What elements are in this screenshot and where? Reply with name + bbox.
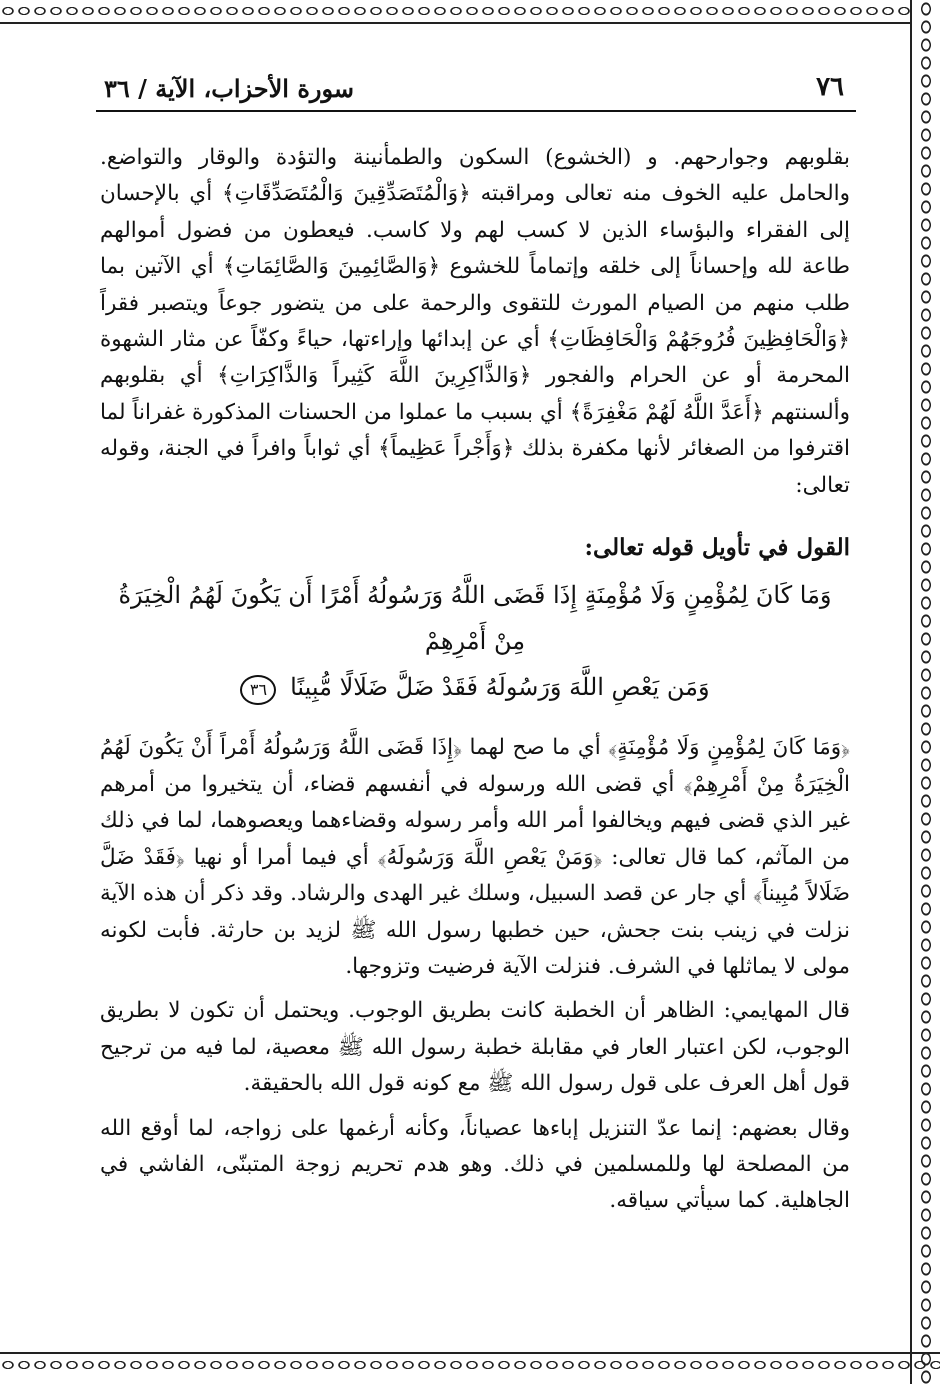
- paragraph-1: بقلوبهم وجوارحهم. و (الخشوع) السكون والطمأنينة والتؤدة والوقار والتواضع. والحامل عليه الخوف منه تعالى ومراقبته ﴿وَالْمُتَصَدِّقِينَ وَالْمُتَصَدِّقَاتِ﴾ أي بالإحسان إلى الفقراء والبؤساء الذين لا كسب لهم ولا كاسب. فيعطون من فضول أموالهم طاعة لله وإحساناً إلى خلقه وإتماماً للخشوع ﴿وَالصَّائِمِينَ وَالصَّائِمَاتِ﴾ أي الآتين بما طلب منهم من الصيام المورث للتقوى والرحمة على من يتضور جوعاً ويتصبر فقراً ﴿وَالْحَافِظِينَ فُرُوجَهُمْ وَالْحَافِظَاتِ﴾ أي عن إبدائها وإراءتها، حياءً وكفّاً عن مثار الشهوة المحرمة أو عن الحرام والفجور ﴿وَالذَّاكِرِينَ اللَّهَ كَثِيراً وَالذَّاكِرَاتِ﴾ أي بقلوبهم وألسنتهم ﴿أَعَدَّ اللَّهُ لَهُمْ مَغْفِرَةً﴾ أي بسبب ما عملوا من الحسنات المذكورة غفراناً لما اقترفوا من الصغائر لأنها مكفرة بذلك ﴿وَأَجْراً عَظِيماً﴾ أي ثواباً وافراً في الجنة، وقوله تعالى:: [100, 145, 850, 498]
- verse-line-2: [100, 664, 850, 710]
- verse-line-1: وَمَا كَانَ لِمُؤْمِنٍ وَلَا مُؤْمِنَةٍ إِذَا قَضَى اللَّهُ وَرَسُولُهُ أَمْرًا أَن يَكُونَ لَهُمُ الْخِيَرَةُ مِنْ أَمْرِهِمْ: [118, 581, 832, 656]
- page-header: [96, 70, 856, 112]
- section-heading: القول في تأويل قوله تعالى:: [584, 534, 850, 562]
- verse-number-badge: ٣٦: [240, 675, 276, 705]
- decorative-bottom-border: [0, 1352, 940, 1376]
- paragraph-4: وقال بعضهم: إنما عدّ التنزيل إباءها عصياناً، وكأنه أرغمها على زواجه، لما أوقع الله من المصلحة لها وللمسلمين في ذلك. وهو هدم تحريم زوجة المتبنّى، الفاشي في الجاهلية. كما سيأتي سياقه.: [100, 1115, 850, 1214]
- paragraph-2: ﴿وَمَا كَانَ لِمُؤْمِنٍ وَلَا مُؤْمِنَةٍ﴾ أي ما صح لهما ﴿إِذَا قَضَى اللَّهُ وَرَسُولُهُ أَمْراً أَنْ يَكُونَ لَهُمُ الْخِيَرَةُ مِنْ أَمْرِهِمْ﴾ أي قضى الله ورسوله في أنفسهم قضاء، أن يتخيروا من أمرهم غير الذي قضى فيهم ويخالفوا أمر الله وأمر رسوله وقضاءهما ويعصوهما، لما في ذلك من المآثم، كما قال تعالى: ﴿وَمَنْ يَعْصِ اللَّهَ وَرَسُولَهُ﴾ أي فيما أمرا أو نهيا ﴿فَقَدْ ضَلَّ ضَلَالاً مُبِيناً﴾ أي جار عن قصد السبيل، وسلك غير الهدى والرشاد. وقد ذكر أن هذه الآية نزلت في زينب بنت جحش، حين خطبها رسول الله ﷺ لزيد بن حارثة. فأبت لكونه مولى لا يماثلها في الشرف. فنزلت الآية فرضيت وتزوجها.: [100, 735, 850, 979]
- decorative-top-border: [0, 0, 940, 24]
- decorative-right-border: [910, 0, 940, 1384]
- quran-verse: [100, 572, 850, 710]
- running-title: سورة الأحزاب، الآية / ٣٦: [104, 74, 354, 103]
- page-number: ٧٦: [816, 72, 844, 102]
- paragraph-3: قال المهايمي: الظاهر أن الخطبة كانت بطريق الوجوب. ويحتمل أن تكون لا بطريق الوجوب، لكن اعتبار العار في مقابلة خطبة رسول الله ﷺ معصية، لما فيه من ترجيح قول أهل العرف على قول رسول الله ﷺ مع كونه قول الله بالحقيقة.: [100, 998, 850, 1097]
- verse-line-2-text: وَمَن يَعْصِ اللَّهَ وَرَسُولَهُ فَقَدْ ضَلَّ ضَلَالًا مُّبِينًا: [290, 673, 710, 702]
- page-body: [100, 140, 850, 1220]
